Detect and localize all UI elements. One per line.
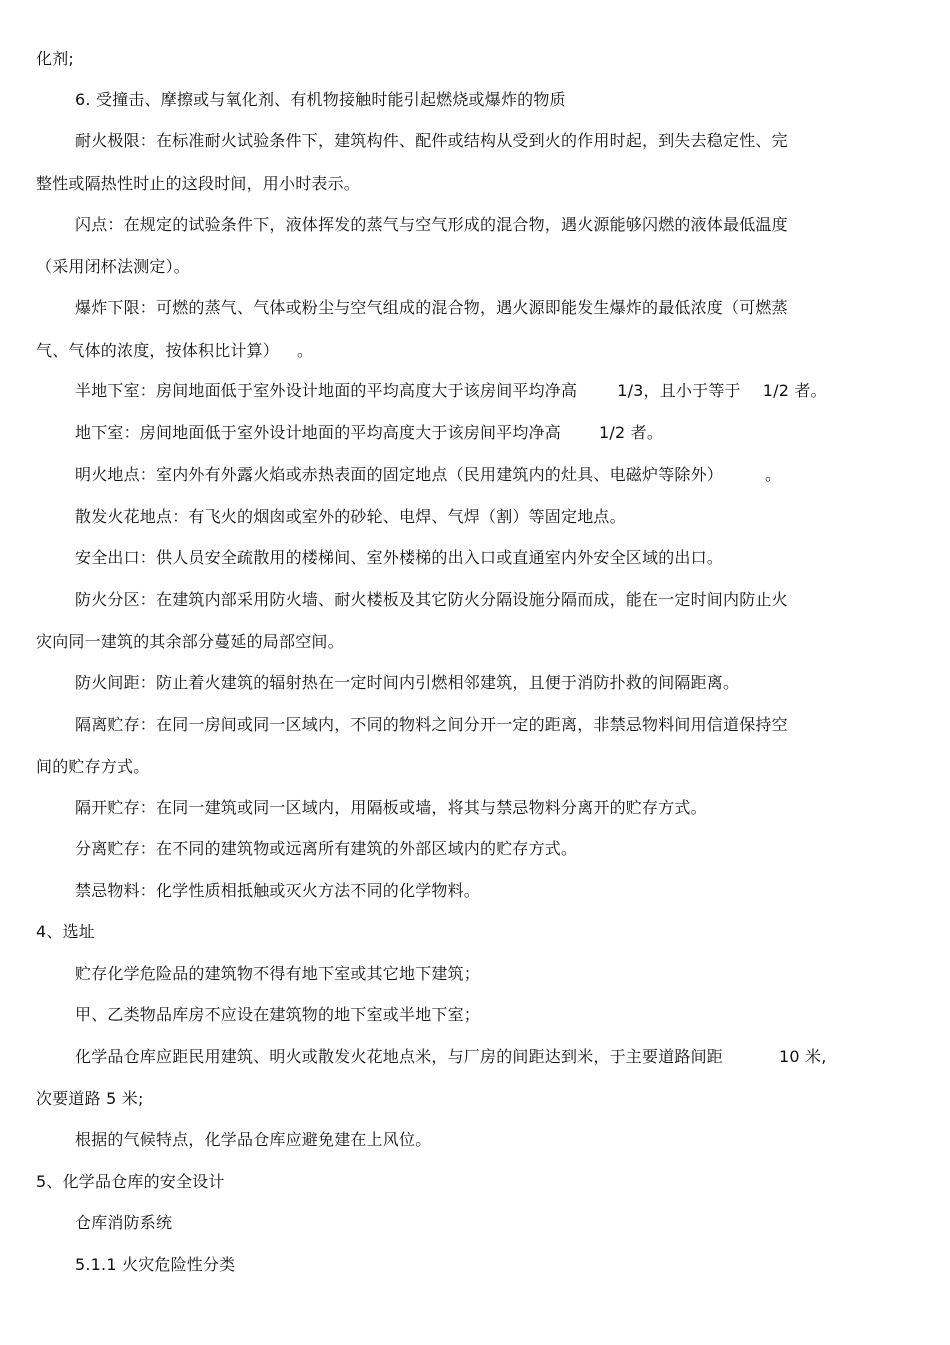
text-line: 整性或隔热性时止的这段时间，用小时表示。 bbox=[36, 174, 361, 193]
text-line bbox=[75, 422, 663, 444]
text-line: 防火分区：在建筑内部采用防火墙、耐火楼板及其它防火分隔设施分隔而成，能在一定时间内防止火 bbox=[75, 590, 788, 609]
text-line: 防火间距：防止着火建筑的辐射热在一定时间内引燃相邻建筑，且便于消防扑救的间隔距离。 bbox=[75, 673, 740, 692]
text-span: 化学品仓库应距民用建筑、明火或散发火花地点米，与厂房的间距达到米，于主要道路间距 bbox=[75, 1047, 724, 1066]
text-line: 禁忌物料：化学性质相抵触或灭火方法不同的化学物料。 bbox=[75, 881, 481, 900]
text-line bbox=[75, 380, 827, 402]
text-span: 1/2 者。 bbox=[599, 423, 664, 442]
text-line: 安全出口：供人员安全疏散用的楼梯间、室外楼梯的出入口或直通室内外安全区域的出口。 bbox=[75, 548, 724, 567]
text-line: （采用闭杯法测定）。 bbox=[36, 257, 191, 276]
text-line: 次要道路 5 米; bbox=[36, 1089, 144, 1108]
section-heading: 5、化学品仓库的安全设计 bbox=[36, 1172, 225, 1191]
text-line: 散发火花地点：有飞火的烟囱或室外的砂轮、电焊、气焊（割）等固定地点。 bbox=[75, 507, 626, 526]
subsection-heading: 仓库消防系统 bbox=[75, 1213, 173, 1232]
text-line: 爆炸下限：可燃的蒸气、气体或粉尘与空气组成的混合物，遇火源即能发生爆炸的最低浓度（可燃蒸 bbox=[75, 298, 788, 317]
text-line: 间的贮存方式。 bbox=[36, 757, 150, 776]
text-span: 10 米, bbox=[779, 1047, 827, 1066]
text-line: 隔开贮存：在同一建筑或同一区域内，用隔板或墙，将其与禁忌物料分离开的贮存方式。 bbox=[75, 798, 707, 817]
text-span: 半地下室：房间地面低于室外设计地面的平均高度大于该房间平均净高 bbox=[75, 381, 578, 400]
text-line: 隔离贮存：在同一房间或同一区域内，不同的物料之间分开一定的距离，非禁忌物料间用信道保持空 bbox=[75, 715, 788, 734]
text-line: 耐火极限：在标准耐火试验条件下，建筑构件、配件或结构从受到火的作用时起，到失去稳定性、完 bbox=[75, 131, 788, 150]
text-span: 明火地点：室内外有外露火焰或赤热表面的固定地点（民用建筑内的灶具、电磁炉等除外） bbox=[75, 465, 724, 484]
text-line: 根据的气候特点，化学品仓库应避免建在上风位。 bbox=[75, 1130, 432, 1149]
text-line: 闪点：在规定的试验条件下，液体挥发的蒸气与空气形成的混合物，遇火源能够闪燃的液体最低温度 bbox=[75, 215, 788, 234]
text-span: 地下室：房间地面低于室外设计地面的平均高度大于该房间平均净高 bbox=[75, 423, 562, 442]
text-line: 分离贮存：在不同的建筑物或远离所有建筑的外部区域内的贮存方式。 bbox=[75, 839, 578, 858]
text-line: 贮存化学危险品的建筑物不得有地下室或其它地下建筑； bbox=[75, 964, 481, 983]
text-span: 1/2 者。 bbox=[762, 381, 827, 400]
text-line bbox=[36, 340, 313, 362]
text-line: 灾向同一建筑的其余部分蔓延的局部空间。 bbox=[36, 632, 344, 651]
subsection-heading: 5.1.1 火灾危险性分类 bbox=[75, 1255, 236, 1274]
text-line: 化剂; bbox=[36, 49, 74, 68]
text-line bbox=[75, 1046, 827, 1068]
text-line: 6. 受撞击、摩擦或与氧化剂、有机物接触时能引起燃烧或爆炸的物质 bbox=[75, 90, 566, 109]
text-span: 气、气体的浓度，按体积比计算） bbox=[36, 341, 280, 360]
text-span: 。 bbox=[765, 465, 782, 484]
text-line: 甲、乙类物品库房不应设在建筑物的地下室或半地下室； bbox=[75, 1005, 481, 1024]
text-span: 1/3，且小于等于 bbox=[617, 381, 741, 400]
text-line bbox=[75, 464, 781, 486]
text-span: 。 bbox=[297, 341, 314, 360]
section-heading: 4、选址 bbox=[36, 922, 95, 941]
